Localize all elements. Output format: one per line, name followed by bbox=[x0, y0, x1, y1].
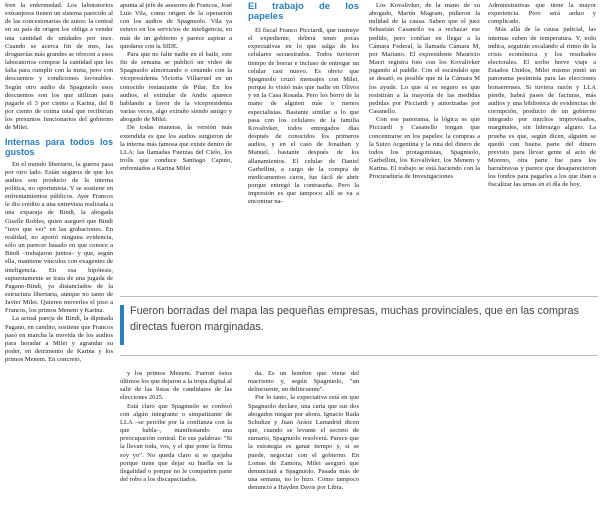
paragraph: De todas maneras, la versión más extendida es que los audios surgieron de la interna más famosa que existe dentro de LLA: las llamadas Fuerzas del Cielo, los trolls que conduce Santiago Caputo, enfrentados a Karina Milei bbox=[120, 124, 232, 173]
paragraph: Los Kovalivker, de la mano de su abogado, Martín Magram, pidieron la nulidad de la causa. Saben que el juez Sebastián Casanello va a rechazar ese pedido, pero confían en llegar a la Cámara Federal, la llamada Cámara M, por Mariano. El expresidente Mauricio Macri registra foto con los Kovalivker jugando al paddle. Con el escándalo que se desató, es posible que ni la Cámara M los ayude. Lo que sí es seguro es que resistirán a la mayoría de las medidas pedidas por Picciardi y autorizadas por Casanello. bbox=[369, 2, 480, 116]
paragraph: da. Es un hombre que viene del macrismo y, según Spagnuolo, "un delincuente, un delincuente". bbox=[248, 370, 359, 394]
paragraph: Por lo tanto, la expectativa está en que Spagnuolo declare, una carta que sus dos abogados niegan por ahora. Ignacio Rada Schultze y Juan Aráoz Lamadrid dicen que, cuando se levante el secreto de sumario, Spagnuolo resolverá. Parece que la estrategia es ganar tiempo y, si se puede, negociar con el gobierno. En Lomas de Zamora, Milei aseguró que denunciará a Spagnuolo. Pasada más de una semana, no lo hizo. Como tampoco denunció a Hayden Davis por Libra. bbox=[248, 394, 359, 492]
section-heading: Internas para todos los gustos bbox=[5, 136, 113, 157]
article-column-3-bottom bbox=[248, 370, 359, 492]
paragraph: El fiscal Franco Picciardi, que instruye el expediente, deberá tener pocas expectativas en lo que salga de los celulares secuestrados. Todos tuvieron tiempo de borrar e incluso de entregar un celular casi nuevo. Es obvio que Spagnuolo cruzó mensajes con Milei, porque lo visitó más que nadie en Olivos y en la Casa Rosada. Pero los borró de la mano de alguien más o menos especialistas. Bastante similar a lo que pasa con los celulares de la familia Kovalivker, todos entregados días después de conocidos los primeros audios, y en el caso de Jonathan y Manuel, bastante después de los allanamientos. El celular de Daniel Garbellini, a cargo de la compra de medicamentos caros, fue fácil de abrir porque entregó la contraseña. Pero la impresión es que tampoco allí se va a encontrar na- bbox=[248, 27, 359, 206]
pull-quote bbox=[120, 296, 598, 356]
article-column-2 bbox=[120, 2, 232, 173]
paragraph: Más allá de la causa judicial, las internas suben de temperatura. Y, todo indica, seguirán escalando al ritmo de la crisis económica y los resultados electorales. El sorbo breve viaje a Estados Unidos, Milei mismo pintó un panorama pesimista para las elecciones bonaerenses. Si tuviera razón y LLA pierde, habrá pases de facturas, más audios y una biblioteca de evidencias de corrupción, producto de un gobierno integrado por muchos improvisados, marginales, sin liderazgo alguno. La prueba es que, según dicen, alguien se quedó con buena parte del dinero previsto para llevar gente al acto de Moreno, otra parte fue para los barrabravas y parece que desaparecieron los fondos para pagarles a los que iban a fiscalizar las urnas en el día de hoy. bbox=[488, 26, 596, 189]
paragraph: Para que no falte nadie en el baile, este fin de semana se publicó un video de Spagnuolo almorzando o cenando con la vicepresidenta Victoria Villarruel en un conocido restaurante de Pilar. En los audios, el extitular de Andis aparece hablando a favor de la vicepresidenta varias veces, algo extraño siendo amigo y abogado de Milei. bbox=[120, 50, 232, 124]
quote-accent-bar bbox=[120, 305, 124, 345]
pull-quote-text: Fueron borradas del mapa las pequeñas empresas, muchas provinciales, que en las compras directas fueron marginadas. bbox=[130, 305, 579, 333]
paragraph: Con ese panorama, la lógica es que Picciardi y Casanello tengan que concentrarse en los papeles: la compras a la Suizo Argentina y la ruta del dinero de todos los protagonistas, Spagnuolo, Garbellini, los Kovalivker, los Menem y Karina. El trabajo se está haciendo con la Procuraduría de Investigaciones bbox=[369, 116, 480, 181]
section-heading: El trabajo de los papeles bbox=[248, 1, 359, 22]
article-column-1 bbox=[5, 2, 113, 364]
article-column-5 bbox=[488, 2, 596, 190]
article-column-2-bottom bbox=[120, 370, 232, 484]
paragraph: apunta al jefe de asesores de Francos, José Luis Vila, como origen de la operación con los audios de Spagnuolo. Vila ya estuvo en los servicios de inteligencia, en más de un gobierno y parece aspirar a quedarse con la SIDE. bbox=[120, 2, 232, 50]
article-column-3 bbox=[248, 2, 359, 206]
paragraph: En el mundo libertario, la guerra pasa por otro lado. Están seguros de que los audios son producto de la interna política, no oportunista. Y se sostiene en enfrentamientos públicos. Ayer Francos le dio crédito a una entrevista realizada a una exparaja de Bindi, la abogada Giselle Robles, quien aseguró que Bindi "tuvo que ver" en las grabaciones. En realidad, no aportó ninguna evidencia, sólo un parecer basado en que conoce a Bindi –trabajaron juntos– y que, según ella, mantiene vínculos con exagentes de inteligencia. En esa hipótesis, supuestamente se trata de una jugada de Pagano-Bindi, ya distanciados de la estructura libertaria, aunque no tanto de Javier Milei. Quieren moverles el piso a Francos, los primos Menem y Karina. bbox=[5, 160, 113, 315]
paragraph: Administrativas que tiene la mayor experiencia. Pero será arduo y complicado. bbox=[488, 2, 596, 26]
paragraph: Está claro que Spagnuolo se confesó con algún integrante o simpatizante de LLA –se percibe por la confianza con la que habla–, manifestando una preocupación central. En sus palabras: "Si la llevan toda, vos, y el que pone la firma soy yo". No queda claro si se quejaba porque tiene que dejar su huella en la ilegalidad o porque no le comparten parte del robo a los discapacitados. bbox=[120, 402, 232, 484]
article-column-4 bbox=[369, 2, 480, 181]
paragraph: y los primos Menem. Fueron éstos últimos los que dejaron a la tropa digital al salir de las listas de candidatos de las elecciones 2025. bbox=[120, 370, 232, 402]
paragraph: La actual pareja de Bindi, la diputada Pagano, en cambio, sostiene que Francos pasó en marcha la movida de los audios para horadar a Milei y agrandar su poder, en detrimento de Karina y los primos Menem. En concreto, bbox=[5, 315, 113, 364]
paragraph: fren la enfermedad. Los laboratorios extranjeros tienen un sistema parecido al de las concesionarias de autos: la central en su país de origen los obliga a vender una cantidad de unidades por mes. Cuando se acerca fin de mes, las droguerías más grandes se ofrecen a esos laboratorios comprar la cantidad que les falta para cumplir con la meta, pero con descuentos y condiciones favorables. Según otro audio de Spagnuolo esos descuentos son los que utilizan para pagarle el 3 por ciento a Karina, del 8 por ciento de coima total que recibirían los presuntos funcionarios del gobierno de Milei. bbox=[5, 2, 113, 132]
